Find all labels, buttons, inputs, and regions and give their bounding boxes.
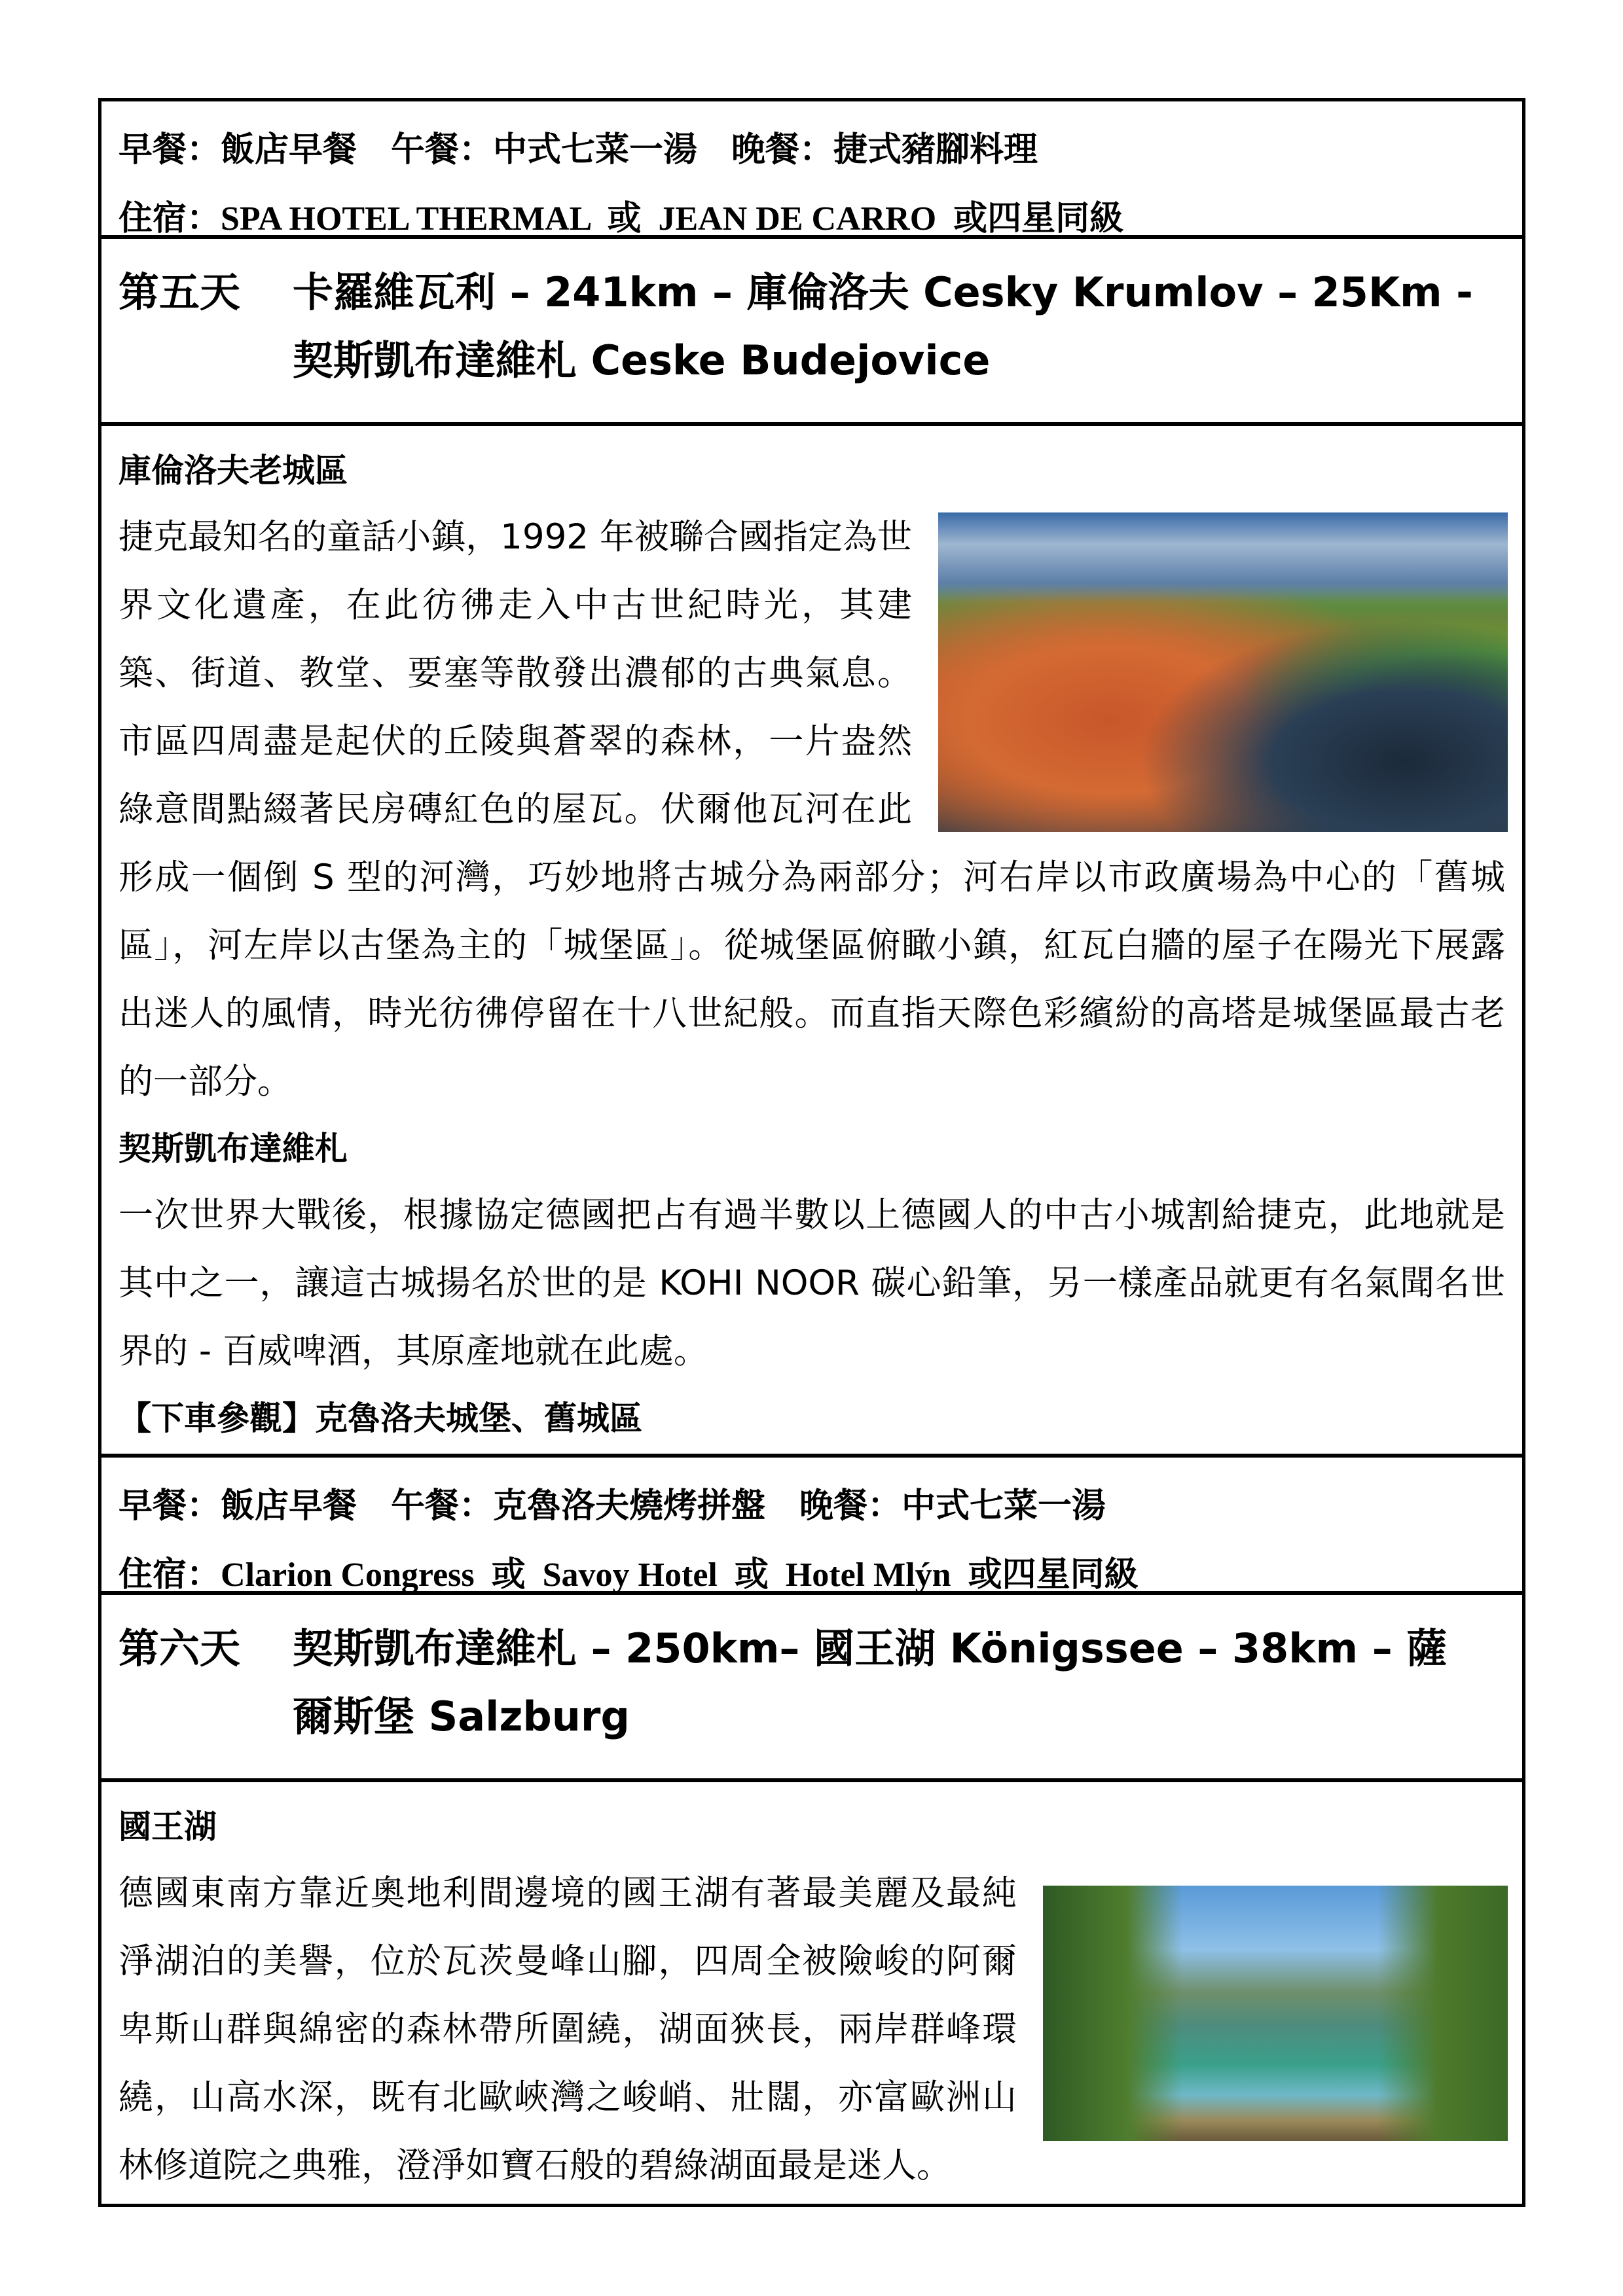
- day5-route: [293, 259, 1505, 395]
- day5-route-line2: 契斯凱布達維札 Ceske Budejovice: [293, 336, 991, 384]
- sightseeing-note: 【下車參觀】克魯洛夫城堡、舊城區: [119, 1399, 642, 1437]
- section-text-konigssee: 德國東南方靠近奧地利間邊境的國王湖有著最美麗及最純淨湖泊的美譽，位於瓦茨曼峰山腳，四周全被險峻的阿爾卑斯山群與綿密的森林帶所圍繞，湖面狹長，兩岸群峰環繞，山高水深，既有北歐峽灣之峻峭、壯闊，亦富歐洲山林修道院之典雅，澄淨如寶石般的碧綠湖面最是迷人。: [119, 1873, 1017, 2185]
- day4-meals-row: [101, 101, 1522, 239]
- konigssee-photo: [1043, 1886, 1508, 2141]
- breakfast: 早餐：飯店早餐: [119, 130, 357, 170]
- day6-route: [293, 1615, 1505, 1751]
- lunch: 午餐：中式七菜一湯: [391, 130, 698, 170]
- lunch: 午餐：克魯洛夫燒烤拼盤: [391, 1486, 766, 1526]
- breakfast: 早餐：飯店早餐: [119, 1486, 357, 1526]
- lodging-hotels: SPA HOTEL THERMAL 或 JEAN DE CARRO 或四星同級: [221, 200, 1124, 238]
- day4-meals-line: [119, 116, 1505, 185]
- day5-content-row: [101, 426, 1522, 1458]
- day6-content-row: [101, 1782, 1522, 2204]
- day6-header-row: [101, 1595, 1522, 1782]
- day5-meals-row: [101, 1458, 1522, 1595]
- section-heading-krumlov: 庫倫洛夫老城區: [119, 452, 348, 490]
- day6-route-line2: 爾斯堡 Salzburg: [293, 1693, 630, 1740]
- day5-header-row: [101, 239, 1522, 426]
- dinner: 晚餐：捷式豬腳料理: [731, 130, 1038, 170]
- lodging-hotels: Clarion Congress 或 Savoy Hotel 或 Hotel Mlýn 或四星同級: [221, 1556, 1139, 1594]
- section-text-budejovice: 一次世界大戰後，根據協定德國把占有過半數以上德國人的中古小城割給捷克，此地就是其中之一，讓這古城揚名於世的是 KOHI NOOR 碳心鉛筆，另一樣產品就更有名氣聞名世界的 - 百威啤酒，其原產地就在此處。: [119, 1195, 1505, 1371]
- itinerary-table: [98, 98, 1525, 2207]
- section-text-krumlov: 捷克最知名的童話小鎮，1992 年被聯合國指定為世界文化遺產，在此彷彿走入中古世紀時光，其建築、街道、教堂、要塞等散發出濃郁的古典氣息。市區四周盡是起伏的丘陵與蒼翠的森林，一片盎然綠意間點綴著民房磚紅色的屋瓦。伏爾他瓦河在此形成一個倒 S 型的河灣，巧妙地將古城分為兩部分；河右岸以市政廣場為中心的「舊城區」，河左岸以古堡為主的「城堡區」。從城堡區俯瞰小鎮，紅瓦白牆的屋子在陽光下展露出迷人的風情，時光彷彿停留在十八世紀般。而直指天際色彩繽紛的高塔是城堡區最古老的一部分。: [119, 517, 1505, 1102]
- day5-label: 第五天: [119, 268, 241, 316]
- day5-route-line1: 卡羅維瓦利 – 241km – 庫倫洛夫 Cesky Krumlov – 25Km -: [293, 268, 1473, 316]
- day5-meals-line: [119, 1472, 1505, 1541]
- lodging-label: 住宿：: [119, 1555, 221, 1594]
- day6-title: [119, 1615, 1505, 1751]
- cesky-krumlov-photo: [938, 512, 1508, 832]
- day6-route-line1: 契斯凱布達維札 – 250km– 國王湖 Königssee – 38km – 薩: [293, 1624, 1448, 1672]
- day6-label: 第六天: [119, 1624, 241, 1672]
- section-heading-konigssee: 國王湖: [119, 1808, 217, 1846]
- section-heading-budejovice: 契斯凱布達維札: [119, 1130, 348, 1168]
- dinner: 晚餐：中式七菜一湯: [799, 1486, 1106, 1526]
- lodging-label: 住宿：: [119, 199, 221, 238]
- day5-title: [119, 259, 1505, 395]
